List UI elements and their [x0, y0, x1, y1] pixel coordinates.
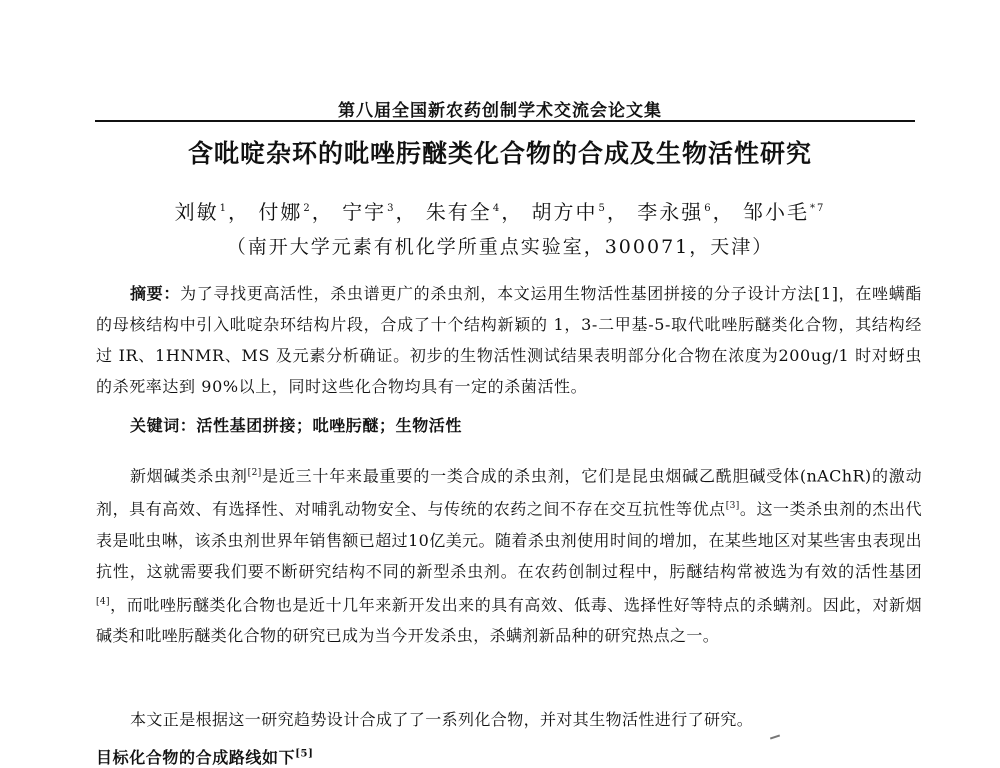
body-text: 是近三十年来最重要的一类合成的杀虫剂，它们是昆虫烟碱乙酰胆碱受体(nAChR)的激动剂，具有高效、有选择性、对哺乳动物安全、与传统的农药之间不存在交互抗性等优点: [96, 466, 922, 519]
scan-speck: [770, 735, 780, 740]
author: 李永强$^6$，: [637, 200, 735, 224]
proceedings-header: 第八届全国新农药创制学术交流会论文集: [338, 101, 662, 121]
abstract: [96, 278, 922, 402]
paper-title: 含吡啶杂环的吡唑肟醚类化合物的合成及生物活性研究: [187, 139, 812, 168]
author-mark: 4: [492, 203, 502, 215]
author-mark: 6: [704, 203, 713, 215]
section-heading-text: 目标化合物的合成路线如下: [96, 748, 296, 767]
keywords-text: 活性基团拼接；吡唑肟醚；生物活性: [196, 416, 463, 435]
author: 宁宇$^3$，: [342, 200, 418, 224]
abstract-label: 摘要：: [130, 284, 181, 303]
author-mark: 2: [303, 203, 312, 215]
keywords: [130, 413, 462, 436]
author: 邹小毛$^{*7}$: [743, 200, 826, 224]
author: 付娜$^2$，: [258, 200, 334, 224]
author-mark: 1: [219, 203, 228, 215]
author: 刘敏$^1$，: [174, 200, 250, 224]
citation-ref: [2]: [247, 468, 262, 478]
author-mark: 5: [598, 203, 607, 215]
citation-ref: [3]: [725, 501, 740, 512]
body-paragraph-2: 本文正是根据这一研究趋势设计合成了了一系列化合物，并对其生物活性进行了研究。: [130, 710, 754, 729]
body-paragraph-1: [96, 458, 922, 651]
body-text: 新烟碱类杀虫剂: [130, 466, 248, 486]
keywords-label: 关键词：: [130, 416, 197, 435]
body-text: ，而吡唑肟醚类化合物也是近十几年来新开发出来的具有高效、低毒、选择性好等特点的杀螨剂。因此，对新烟碱类和吡唑肟醚类化合物的研究已成为当今开发杀虫，杀螨剂新品种的研究热点之一。: [96, 594, 922, 645]
citation-ref: [4]: [96, 596, 110, 607]
header-rule: [95, 120, 915, 122]
section-heading: [96, 745, 313, 768]
citation-ref: [5]: [295, 748, 314, 760]
abstract-text: 为了寻找更高活性，杀虫谱更广的杀虫剂，本文运用生物活性基团拼接的分子设计方法[1]，在唑螨酯的母核结构中引入吡啶杂环结构片段，合成了十个结构新颖的 1，3-二甲基-5-取代吡唑肟醚类化合物，其结构经过 IR、1HNMR、MS 及元素分析确证。初步的生物活性测试结果表明部分化合物在浓度为200ug/1 时对蚜虫的杀死率达到 90%以上，同时这些化合物均具有一定的杀菌活性。: [96, 284, 922, 396]
author-mark: 3: [387, 203, 396, 215]
author: 胡方中$^5$，: [531, 200, 629, 224]
body-text: 。这一类杀虫剂的杰出代表是吡虫啉，该杀虫剂世界年销售额已超过10亿美元。随着杀虫剂使用时间的增加，在某些地区对某些害虫表现出抗性，这就需要我们要不断研究结构不同的新型杀虫剂。在农药创制过程中，肟醚结构常被选为有效的活性基团: [96, 499, 922, 581]
author-mark: *7: [810, 203, 826, 215]
affiliation: （南开大学元素有机化学所重点实验室，300071，天津）: [226, 236, 774, 258]
author: 朱有全$^4$，: [425, 200, 524, 224]
author-list: [0, 196, 1000, 225]
